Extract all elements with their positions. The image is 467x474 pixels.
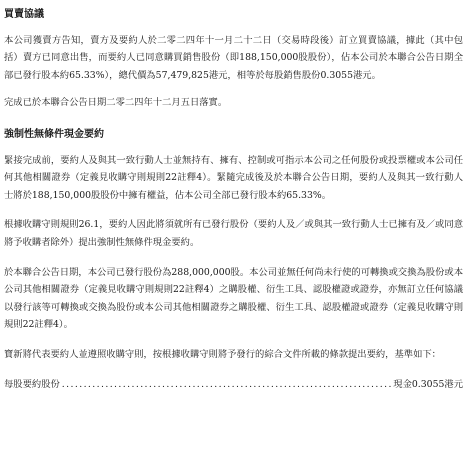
offer-price-line [4, 376, 463, 394]
offer-basis-paragraph: 寶新將代表要約人並遵照收購守則，按根據收購守則將予發行的綜合文件所載的條款提出要約，基準如下： [4, 348, 441, 360]
offer-price-label: 每股要約股份 [4, 378, 60, 390]
issued-shares-paragraph: 於本聯合公告日期，本公司已發行股份為288,000,000股。本公司並無任何尚未行使的可轉換或交換為股份或本公司其他相關證券（定義見收購守則規則22註釋4）之購股權、衍生工具、認股權證或證券，亦無訂立任何協議以發行該等可轉換或交換為股份或本公司其他相關證券之購股權、衍生工具、認股權證或證券（定義見收購守則規則22註釋4）。 [4, 266, 463, 331]
dot-leader [62, 376, 391, 394]
sale-agreement-heading: 買賣協議 [4, 9, 44, 20]
sale-agreement-paragraph: 本公司獲賣方告知，賣方及要約人於二零二四年十一月二十二日（交易時段後）訂立買賣協議，據此（其中包括）賣方已同意出售，而要約人已同意購買銷售股份（即188,150,000股股份），佔本公司於本聯合公告日期全部已發行股本約65.33%），總代價為57,479,825港元，相等於每股銷售股份0.3055港元。 [4, 34, 463, 81]
shareholding-paragraph: 緊接完成前，要約人及與其一致行動人士並無持有、擁有、控制或可指示本公司之任何股份或投票權或本公司任何其他相關證券（定義見收購守則規則22註釋4）。緊隨完成後及於本聯合公告日期，要約人及與其一致行動人士將於188,150,000股股份中擁有權益，佔本公司全部已發行股本約65.33%。 [4, 154, 463, 201]
mandatory-offer-heading: 強制性無條件現金要約 [4, 128, 104, 140]
takeovers-code-rule-paragraph: 根據收購守則規則26.1，要約人因此將須就所有已發行股份（要約人及／或與其一致行動人士已擁有及／或同意將予收購者除外）提出強制性無條件現金要約。 [4, 219, 463, 248]
offer-price-value: 現金0.3055港元 [393, 378, 463, 390]
completion-paragraph: 完成已於本聯合公告日期二零二四年十二月五日落實。 [4, 97, 228, 109]
